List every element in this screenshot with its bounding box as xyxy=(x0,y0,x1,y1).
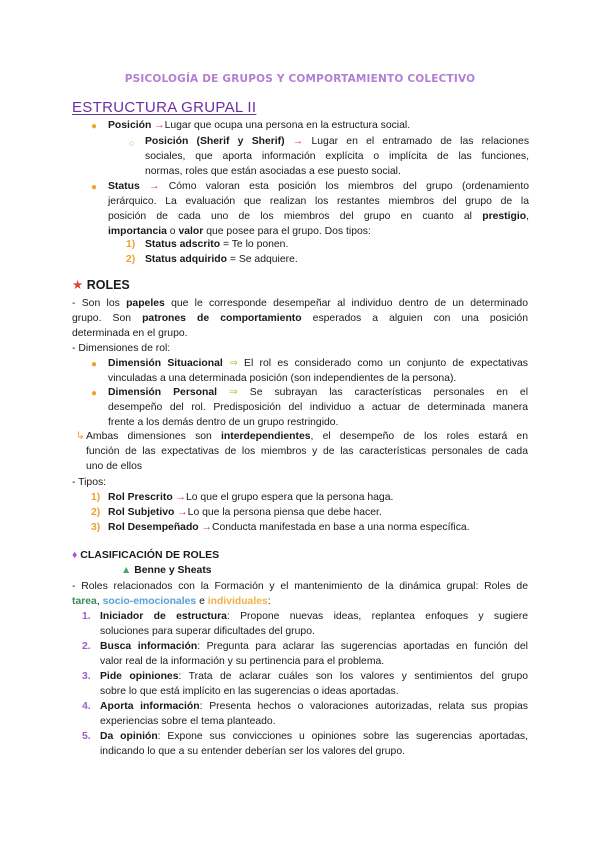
pide-opiniones-item xyxy=(100,669,528,699)
arrow-icon: → xyxy=(154,120,165,131)
ambas-line1c: , el desempeño de los roles estará en xyxy=(310,431,528,442)
rol-desempenado-term: Rol Desempeñado xyxy=(108,522,199,533)
rol-prescrito-text: Lo que el grupo espera que la persona haga. xyxy=(185,492,394,503)
bullet-icon: ● xyxy=(91,121,98,132)
arrow-icon: → xyxy=(175,492,186,503)
posicion-sherif-line3: normas, roles que están asociadas a ese puesto social. xyxy=(145,166,401,177)
dimension-situacional-term: Dimensión Situacional xyxy=(108,358,223,369)
arrow-icon: → xyxy=(177,507,188,518)
da-opinion-line1: : Expone sus convicciones u opiniones sobre las sugerencias aportadas, xyxy=(157,731,528,742)
roles-heading-text: ROLES xyxy=(86,278,130,292)
papeles-term: papeles xyxy=(126,298,165,309)
status-adquirido-term: Status adquirido xyxy=(145,254,227,265)
pide-line2: sobre lo que está implícito en las sugerencias o ideas aportadas. xyxy=(100,686,399,697)
aporta-informacion-item xyxy=(100,699,528,729)
ambas-line1a: Ambas dimensiones son xyxy=(86,431,212,442)
clas-num-5: 5. xyxy=(82,731,91,742)
benne-sheats-subheading xyxy=(121,563,600,578)
dimensiones-intro: - Dimensiones de rol: xyxy=(72,343,171,354)
iniciador-estructura-item xyxy=(100,609,528,639)
aporta-line1: : Presenta hechos o valoraciones autorizadas, relata sus propias xyxy=(199,701,528,712)
posicion-text: Lugar que ocupa una persona en la estructura social. xyxy=(164,120,411,131)
iniciador-term: Iniciador de estructura xyxy=(100,611,227,622)
benne-sheats-text: Benne y Sheats xyxy=(134,565,212,576)
star-icon: ★ xyxy=(72,278,84,292)
prestigio-term: prestigio xyxy=(482,211,527,222)
iniciador-line2: soluciones para superar dificultades del grupo. xyxy=(100,626,315,637)
clas-num-2: 2. xyxy=(82,641,91,652)
status-item xyxy=(108,179,529,239)
clas-num-3: 3. xyxy=(82,671,91,682)
bullet-icon: ● xyxy=(91,359,98,370)
aporta-line2: experiencias sobre el tema planteado. xyxy=(100,716,276,727)
arrow-icon: → xyxy=(292,136,304,147)
dim1-line1: El rol es considerado como un conjunto de expectativas xyxy=(244,358,528,369)
roles-p2c: esperados a alguien con una posición xyxy=(312,313,528,324)
return-arrow-icon: ↳ xyxy=(76,431,85,442)
tipo-num-3: 3) xyxy=(91,522,101,533)
roles-p1c: que le corresponde desempeñar al individuo dentro de un determinado xyxy=(171,298,528,309)
pide-opiniones-term: Pide opiniones xyxy=(100,671,179,682)
status-line3-comma: , xyxy=(526,211,529,222)
rol-prescrito-term: Rol Prescrito xyxy=(108,492,173,503)
clas-num-4: 4. xyxy=(82,701,91,712)
document-title: PSICOLOGÍA DE GRUPOS Y COMPORTAMIENTO COLECTIVO xyxy=(124,73,476,85)
interdependientes-term: interdependientes xyxy=(221,431,311,442)
tipo-num-2: 2) xyxy=(91,507,101,518)
da-opinion-line2: indicando lo que a su entender deberían ser los valores del grupo. xyxy=(100,746,405,757)
rol-subjetivo-text: Lo que la persona piensa que debe hacer. xyxy=(187,507,382,518)
status-term: Status xyxy=(108,181,140,192)
dim2-line2: desempeño del rol. Predisposición del individuo a actuar de determinada manera xyxy=(108,402,528,413)
status-line1: Cómo valoran esta posición los miembros del grupo (ordenamiento xyxy=(168,181,529,192)
status-line2: jerárquico. La evaluación que realizan los restantes miembros del grupo de la xyxy=(108,196,529,207)
pide-line1: : Trata de aclarar cuáles son los valores y sentimientos del grupo xyxy=(178,671,529,682)
status-adquirido-item xyxy=(145,252,600,267)
posicion-term: Posición xyxy=(108,120,152,131)
iniciador-line1: : Propone nuevas ideas, replantea enfoques y sugiere xyxy=(226,611,528,622)
status-line3: posición de cada uno de los miembros del grupo en cuanto al xyxy=(108,211,472,222)
ambas-line3: uno de ellos xyxy=(86,461,143,472)
ambas-line2: función de las expectativas de los miembros y de las características personales de cada xyxy=(86,446,528,457)
ambas-continuation xyxy=(86,444,528,474)
status-num-2: 2) xyxy=(126,254,136,265)
double-arrow-icon: ⇒ xyxy=(229,358,238,369)
dimension-personal-item xyxy=(108,385,528,430)
busca-informacion-term: Busca información xyxy=(100,641,198,652)
double-arrow-icon: ⇒ xyxy=(229,387,238,398)
dimension-situacional-item xyxy=(108,356,528,386)
posicion-sherif-term: Posición (Sherif y Sherif) xyxy=(145,136,285,147)
rol-subjetivo-term: Rol Subjetivo xyxy=(108,507,175,518)
clasificacion-heading xyxy=(72,548,219,563)
roles-p1a: - Son los xyxy=(72,298,120,309)
circle-bullet-icon: ○ xyxy=(129,138,135,148)
ambas-dimensiones xyxy=(86,429,528,444)
rol-desempenado-item xyxy=(108,520,600,535)
status-line4-text: que posee para el grupo. Dos tipos: xyxy=(206,226,371,237)
triangle-icon: ▲ xyxy=(121,565,132,576)
arrow-icon: → xyxy=(201,522,212,533)
comma: , xyxy=(96,596,100,607)
status-adquirido-text: = Se adquiere. xyxy=(229,254,298,265)
dim2-line3: frente a los demás dentro de un grupo restringido. xyxy=(108,417,339,428)
rol-subjetivo-item xyxy=(108,505,600,520)
roles-p3: determinada en el grupo. xyxy=(72,328,188,339)
status-adscrito-text: = Te lo ponen. xyxy=(222,239,289,250)
dim1-line2: vinculadas a una determinada posición (son independientes de la persona). xyxy=(108,373,457,384)
bullet-icon: ● xyxy=(91,388,98,399)
colon: : xyxy=(267,596,271,607)
valor-term: valor xyxy=(178,226,204,237)
da-opinion-item xyxy=(100,729,528,759)
conj-e: e xyxy=(199,596,205,607)
dim2-line1: Se subrayan las características personales en el xyxy=(249,387,528,398)
busca-line2: valor real de la información y su pertinencia para el problema. xyxy=(100,656,385,667)
posicion-sherif-line2: sociales, que aporta información explícita o implícita de las funciones, xyxy=(145,151,529,162)
importancia-term: importancia xyxy=(108,226,167,237)
roles-definition xyxy=(72,296,528,356)
status-adscrito-term: Status adscrito xyxy=(145,239,221,250)
posicion-sherif-item xyxy=(145,134,529,179)
busca-informacion-item xyxy=(100,639,528,669)
rol-desempenado-text: Conducta manifestada en base a una norma específica. xyxy=(211,522,470,533)
clas-num-1: 1. xyxy=(82,611,91,622)
tarea-label: tarea xyxy=(72,596,97,607)
aporta-informacion-term: Aporta información xyxy=(100,701,200,712)
clasificacion-intro xyxy=(72,579,528,609)
da-opinion-term: Da opinión xyxy=(100,731,158,742)
rol-prescrito-item xyxy=(108,490,600,505)
individuales-label: individuales xyxy=(207,596,268,607)
patrones-term: patrones de comportamiento xyxy=(142,313,302,324)
dimension-personal-term: Dimensión Personal xyxy=(108,387,218,398)
roles-p2a: grupo. Son xyxy=(72,313,132,324)
status-line4-o: o xyxy=(169,226,176,237)
section-title: ESTRUCTURA GRUPAL II xyxy=(72,99,257,116)
posicion-sherif-line1: Lugar en el entramado de las relaciones xyxy=(311,136,530,147)
arrow-icon: → xyxy=(149,181,160,192)
diamond-icon: ♦ xyxy=(72,549,78,561)
posicion-item xyxy=(108,118,528,133)
busca-line1: : Pregunta para aclarar las sugerencias aportadas en función del xyxy=(197,641,528,652)
bullet-icon: ● xyxy=(91,182,98,193)
tipo-num-1: 1) xyxy=(91,492,101,503)
status-num-1: 1) xyxy=(126,239,136,250)
tipos-intro: - Tipos: xyxy=(72,477,107,488)
clasificacion-heading-text: CLASIFICACIÓN DE ROLES xyxy=(80,549,220,561)
roles-heading xyxy=(72,278,130,293)
status-adscrito-item xyxy=(145,237,600,252)
clasificacion-intro-line1: - Roles relacionados con la Formación y el mantenimiento de la dinámica grupal: Roles de xyxy=(72,581,528,592)
socio-emocionales-label: socio-emocionales xyxy=(102,596,197,607)
